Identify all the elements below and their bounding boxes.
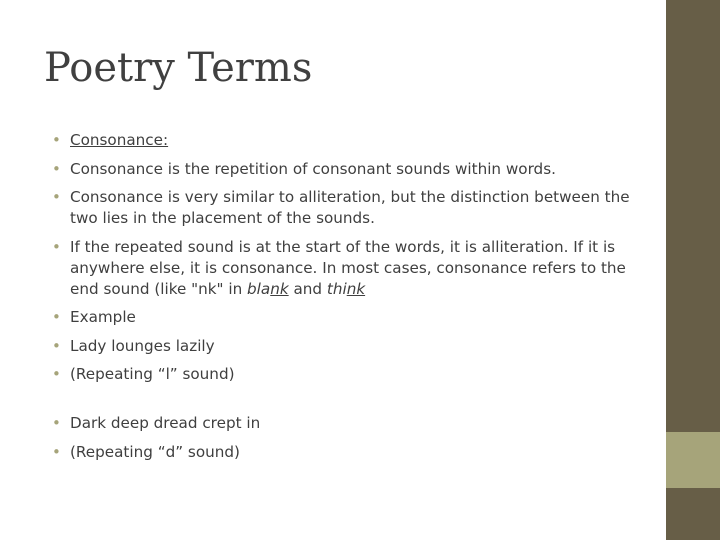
word-part: thi [326,279,347,298]
bullet-text: Consonance is very similar to alliteration, but the distinction between the two lies in the placement of the sounds. [70,188,630,227]
bullet-item [52,364,652,385]
sidebar-accent-block [666,432,720,488]
bullet-text: (Repeating “l” sound) [70,365,235,383]
example-word-blank [247,280,289,298]
slide-title: Poetry Terms [44,45,313,91]
bullet-text: Consonance: [70,131,169,149]
bullet-text: If the repeated sound is at the start of the words, it is alliteration. If it is anywhere else, it is consonance. In most cases, consonance refers to the end sound (like "nk" in [70,237,626,298]
word-part-underlined: nk [270,279,289,298]
bullet-text: Example [70,308,136,326]
example-word-think [327,280,365,298]
bullet-text-conj: and [288,279,327,298]
word-part-underlined: nk [346,279,366,298]
bullet-text: (Repeating “d” sound) [70,442,240,461]
bullet-item [52,237,652,300]
word-part: bla [247,279,271,298]
bullet-text: Consonance is the repetition of consonant sounds within words. [70,159,556,178]
bullet-item [52,159,652,180]
bullet-item [52,187,652,229]
bullet-text: Dark deep dread crept in [70,414,261,432]
bullet-item [52,442,652,463]
bullet-item [52,130,652,151]
bullet-list [52,130,652,470]
bullet-item [52,336,652,357]
bullet-item [52,413,652,434]
bullet-item [52,307,652,328]
bullet-text: Lady lounges lazily [70,336,215,355]
